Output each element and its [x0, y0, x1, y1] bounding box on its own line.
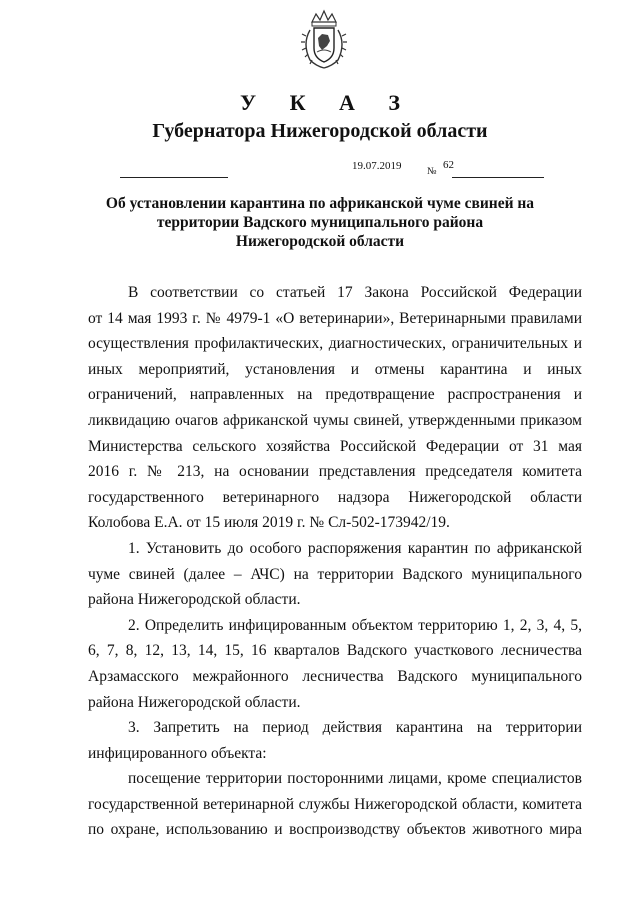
- decree-number: 62: [443, 159, 454, 171]
- document-body: [88, 280, 582, 843]
- text-line: государственной ветеринарной службы Нижегородской области, комитета: [88, 795, 582, 813]
- text-line: В соответствии со статьей 17 Закона Российской Федерации: [128, 284, 582, 301]
- text-line: чуме свиней (далее – АЧС) на территории Вадского муниципального: [88, 565, 582, 583]
- text-line: 1. Установить до особого распоряжения карантин по африканской: [128, 539, 582, 557]
- text-line: государственного ветеринарного надзора Нижегородской области: [88, 488, 582, 506]
- paragraph-item-1: [88, 536, 582, 613]
- text-line: 6, 7, 8, 12, 13, 14, 15, 16 кварталов Вадского участкового лесничества: [88, 642, 582, 660]
- text-line: от 14 мая 1993 г. № 4979-1 «О ветеринарии», Ветеринарными правилами: [88, 309, 582, 327]
- text-line: ограничений, направленных на предотвращение распространения и: [88, 386, 582, 404]
- decree-subtitle: Губернатора Нижегородской области: [152, 120, 488, 142]
- text-line: 2016 г. № 213, на основании представления председателя комитета: [88, 463, 582, 481]
- decree-date: 19.07.2019: [352, 160, 402, 172]
- paragraph-preamble: [88, 280, 582, 536]
- text-line: иных мероприятий, установления и отмены карантина и иных: [88, 360, 582, 378]
- heading-line: Нижегородской области: [235, 233, 405, 250]
- text-line: района Нижегородской области.: [88, 693, 301, 711]
- number-sign: №: [427, 166, 437, 177]
- date-blank-line: [120, 177, 228, 178]
- text-line: осуществления профилактических, диагностических, ограничительных и: [88, 335, 582, 353]
- text-line: инфицированного объекта:: [88, 744, 267, 762]
- decree-title: У К А З: [239, 90, 415, 115]
- text-line: по охране, использованию и воспроизводству объектов животного мира: [88, 821, 582, 839]
- paragraph-restriction: [88, 766, 582, 843]
- text-line: ликвидацию очагов африканской чумы свиней, утвержденными приказом: [88, 411, 582, 429]
- text-line: Министерства сельского хозяйства Российской Федерации от 31 мая: [88, 437, 582, 455]
- text-line: 2. Определить инфицированным объектом территорию 1, 2, 3, 4, 5,: [128, 616, 582, 634]
- heading-line: Об установлении карантина по африканской чуме свиней на: [105, 195, 535, 212]
- document-heading: [0, 194, 640, 251]
- coat-of-arms-emblem: [300, 8, 348, 70]
- text-line: посещение территории посторонними лицами, кроме специалистов: [128, 770, 582, 788]
- text-line: Арзамасского межрайонного лесничества Вадского муниципального: [88, 667, 582, 685]
- heading-line: территории Вадского муниципального района: [156, 214, 484, 231]
- text-line: 3. Запретить на период действия карантина на территории: [128, 719, 582, 737]
- text-line: района Нижегородской области.: [88, 591, 301, 609]
- number-blank-line: [452, 177, 544, 178]
- paragraph-item-3: [88, 715, 582, 766]
- paragraph-item-2: [88, 613, 582, 715]
- text-line: Колобова Е.А. от 15 июля 2019 г. № Сл-502-173942/19.: [88, 514, 450, 532]
